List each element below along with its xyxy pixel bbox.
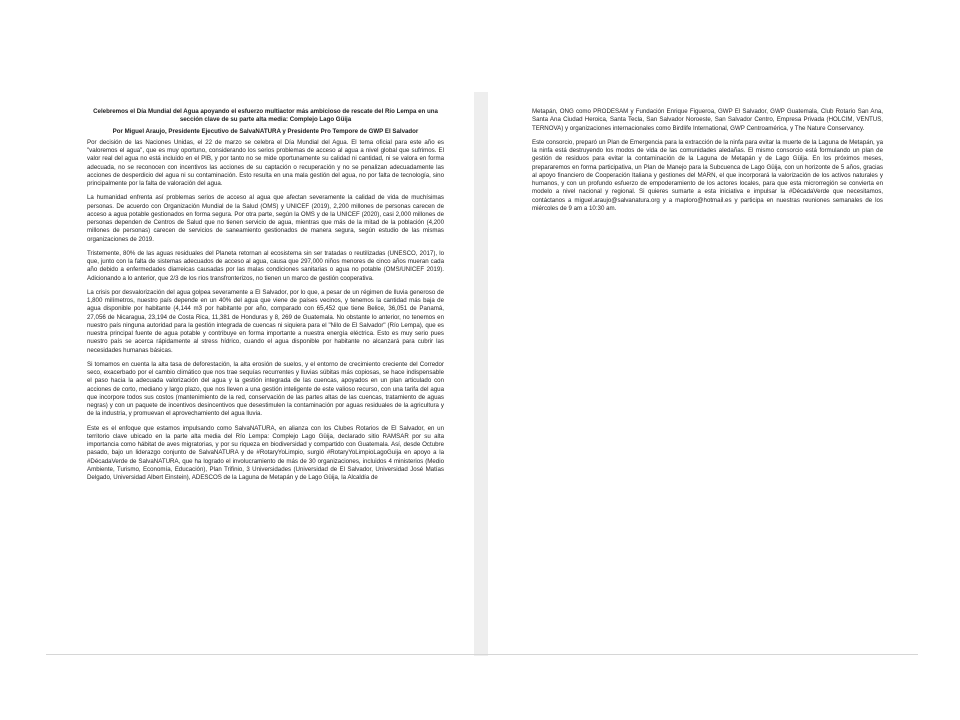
page-1-content bbox=[87, 108, 444, 488]
paragraph: Por decisión de las Naciones Unidas, el 22 de marzo se celebra el Día Mundial del Agua. El tema oficial para este año es "valoremos el agua", que es muy oportuno, considerando los serios problemas de acceso al agua a nivel global que sufrimos. El valor real del agua no está incluido en el PIB, y por tanto no se mide oportunamente su calidad ni cantidad, ni se valora en forma adecuada, no se reconocen con incentivos las acciones de su captación o recuperación y no se penalizan adecuadamente las acciones de desperdicio del agua ni su contaminación. Esto resulta en una mala gestión del agua, no por falta de tecnología, sino principalmente por la falta de valoración del agua. bbox=[87, 138, 444, 187]
document-page-1 bbox=[46, 92, 474, 654]
document-page-2 bbox=[488, 92, 918, 654]
paragraph: Si tomamos en cuenta la alta tasa de deforestación, la alta erosión de suelos, y el entorno de crecimiento creciente del Corredor seco, exacerbado por el cambio climático que nos trae sequías recurrentes y lluvias súbitas más copiosas, se hace indispensable el paso hacia la adecuada valorización del agua y la gestión integrada de las cuencas, apoyados en un plan articulado con acciones de corto, mediano y largo plazo, que nos lleven a una gestión inteligente de este valioso recurso, con una tarifa del agua que incorpore todos sus costos (mantenimiento de la red, conservación de las partes altas de las cuencas, tratamiento de aguas negras) y con un paquete de incentivos desincentivos que desestimulen la contaminación por aguas residuales de la agricultura y de la industria, y promuevan el aprovechamiento del agua lluvia. bbox=[87, 360, 444, 418]
paragraph: Tristemente, 80% de las aguas residuales del Planeta retornan al ecosistema sin ser tratadas o reutilizadas (UNESCO, 2017), lo que, junto con la falta de sistemas adecuados de acceso al agua, causa que 297,000 niños menores de cinco años mueran cada año debido a enfermedades diarreicas causadas por las malas condiciones sanitarias o agua no potable (OMS/UNICEF 2019). Adicionando a lo anterior, que 2/3 de los ríos transfronterizos, no tienen un marco de gestión cooperativa. bbox=[87, 249, 444, 282]
page-bottom-border bbox=[46, 654, 918, 655]
article-byline: Por Miguel Araujo, Presidente Ejecutivo de SalvaNATURA y Presidente Pro Tempore de GWP El Salvador bbox=[112, 127, 419, 135]
page-2-content bbox=[532, 108, 883, 219]
paragraph: La humanidad enfrenta así problemas serios de acceso al agua que afectan severamente la calidad de vida de muchísimas personas. De acuerdo con Organización Mundial de la Salud (OMS) y UNICEF (2019), 2,200 millones de personas carecen de acceso a agua potable gestionados en forma segura. Por otra parte, según la OMS y de la UNICEF (2020), casi 2,000 millones de personas dependen de Centros de Salud que no tienen servicio de agua, mientras que más de la mitad de la población (4,200 millones de personas) carecen de servicios de saneamiento gestionados de manera segura, según estudio de las mismas organizaciones de 2019. bbox=[87, 194, 444, 243]
article-title: Celebremos el Día Mundial del Agua apoyando el esfuerzo multiactor más ambicioso de rescate del Río Lempa en una sección clave de su parte alta media: Complejo Lago Güija bbox=[93, 108, 438, 124]
paragraph: La crisis por desvalorización del agua golpea severamente a El Salvador, por lo que, a pesar de un régimen de lluvia generoso de 1,800 milímetros, nuestro país depende en un 40% del agua que viene de países vecinos, y tenemos la cantidad más baja de agua disponible por habitante (4,144 m3 por habitante por año, comparado con 65,452 que tiene Belice, 36,051 de Panamá, 27,056 de Nicaragua, 23,194 de Costa Rica, 11,381 de Honduras y 8, 269 de Guatemala. No obstante lo anterior, no tenemos en nuestro país ninguna autoridad para la gestión integrada de cuencas ni siquiera para el "Nilo de El Salvador" (Río Lempa), que es nuestra principal fuente de agua potable y contribuye en forma importante a nuestra energía eléctrica. Esto es muy serio pues nuestro país se acerca rápidamente al stress hídrico, cuando el agua disponible por habitante no alcanzará para cubrir las necesidades humanas básicas. bbox=[87, 288, 444, 354]
paragraph: Metapán, ONG como PRODESAM y Fundación Enrique Figueroa, GWP El Salvador, GWP Guatemala, Club Rotario San Ana, Santa Ana Ciudad Heroica, Santa Tecla, San Salvador Noroeste, San Salvador Centro, Empresa Privada (HOLCIM, VENTUS, TERNOVA) y organizaciones internacionales como Birdlife International, GWP Centroamérica, y The Nature Conservancy. bbox=[532, 108, 883, 132]
page-gap bbox=[474, 92, 488, 656]
paragraph: Este consorcio, preparó un Plan de Emergencia para la extracción de la ninfa para evitar la muerte de la Laguna de Metapán, ya la ninfa está destruyendo los modos de vida de las comunidades aledañas. El mismo consorcio está formulando un plan de gestión de residuos para evitar la contaminación de la Laguna de Metapán y de Lago Güija. En los próximos meses, prepararemos en forma participativa, un Plan de Manejo para la Subcuenca de Lago Güija, con un horizonte de 5 años, gracias al apoyo financiero de Cooperación Italiana y gestiones del MARN, el que incorporará la valorización de los activos naturales y humanos, y con un profundo esfuerzo de empoderamiento de los actores locales, para que esta microrregión se convierta en modelo a nivel nacional y regional. Si quieres sumarte a esta iniciativa e impulsar la #DécadaVerde que necesitamos, contáctanos a miguel.araujo@salvanatura.org y a maploro@hotmail.es y participa en nuestras reuniones semanales de los miércoles de 9 am a 10:30 am. bbox=[532, 138, 883, 212]
paragraph: Este es el enfoque que estamos impulsando como SalvaNATURA, en alianza con los Clubes Rotarios de El Salvador, en un territorio clave ubicado en la parte alta media del Río Lempa: Complejo Lago Güija, declarado sitio RAMSAR por su alta importancia como hábitat de aves migratorias, y por su riqueza en biodiversidad y compartido con Guatemala. Así, desde Octubre pasado, bajo un liderazgo conjunto de SalvaNATURA y de #RotaryYoLimpio, surgió #RotaryYoLimpioLagoGuija en apoyo a la #DécadaVerde de SalvaNATURA, que ha logrado el involucramiento de más de 30 organizaciones, incluidos 4 ministerios (Medio Ambiente, Turismo, Economía, Educación), Plan Trifinio, 3 Universidades (Universidad de El Salvador, Universidad José Matías Delgado, Universidad Albert Einstein), ADESCOS de la Laguna de Metapán y de Lago Güija, la Alcaldía de bbox=[87, 424, 444, 481]
